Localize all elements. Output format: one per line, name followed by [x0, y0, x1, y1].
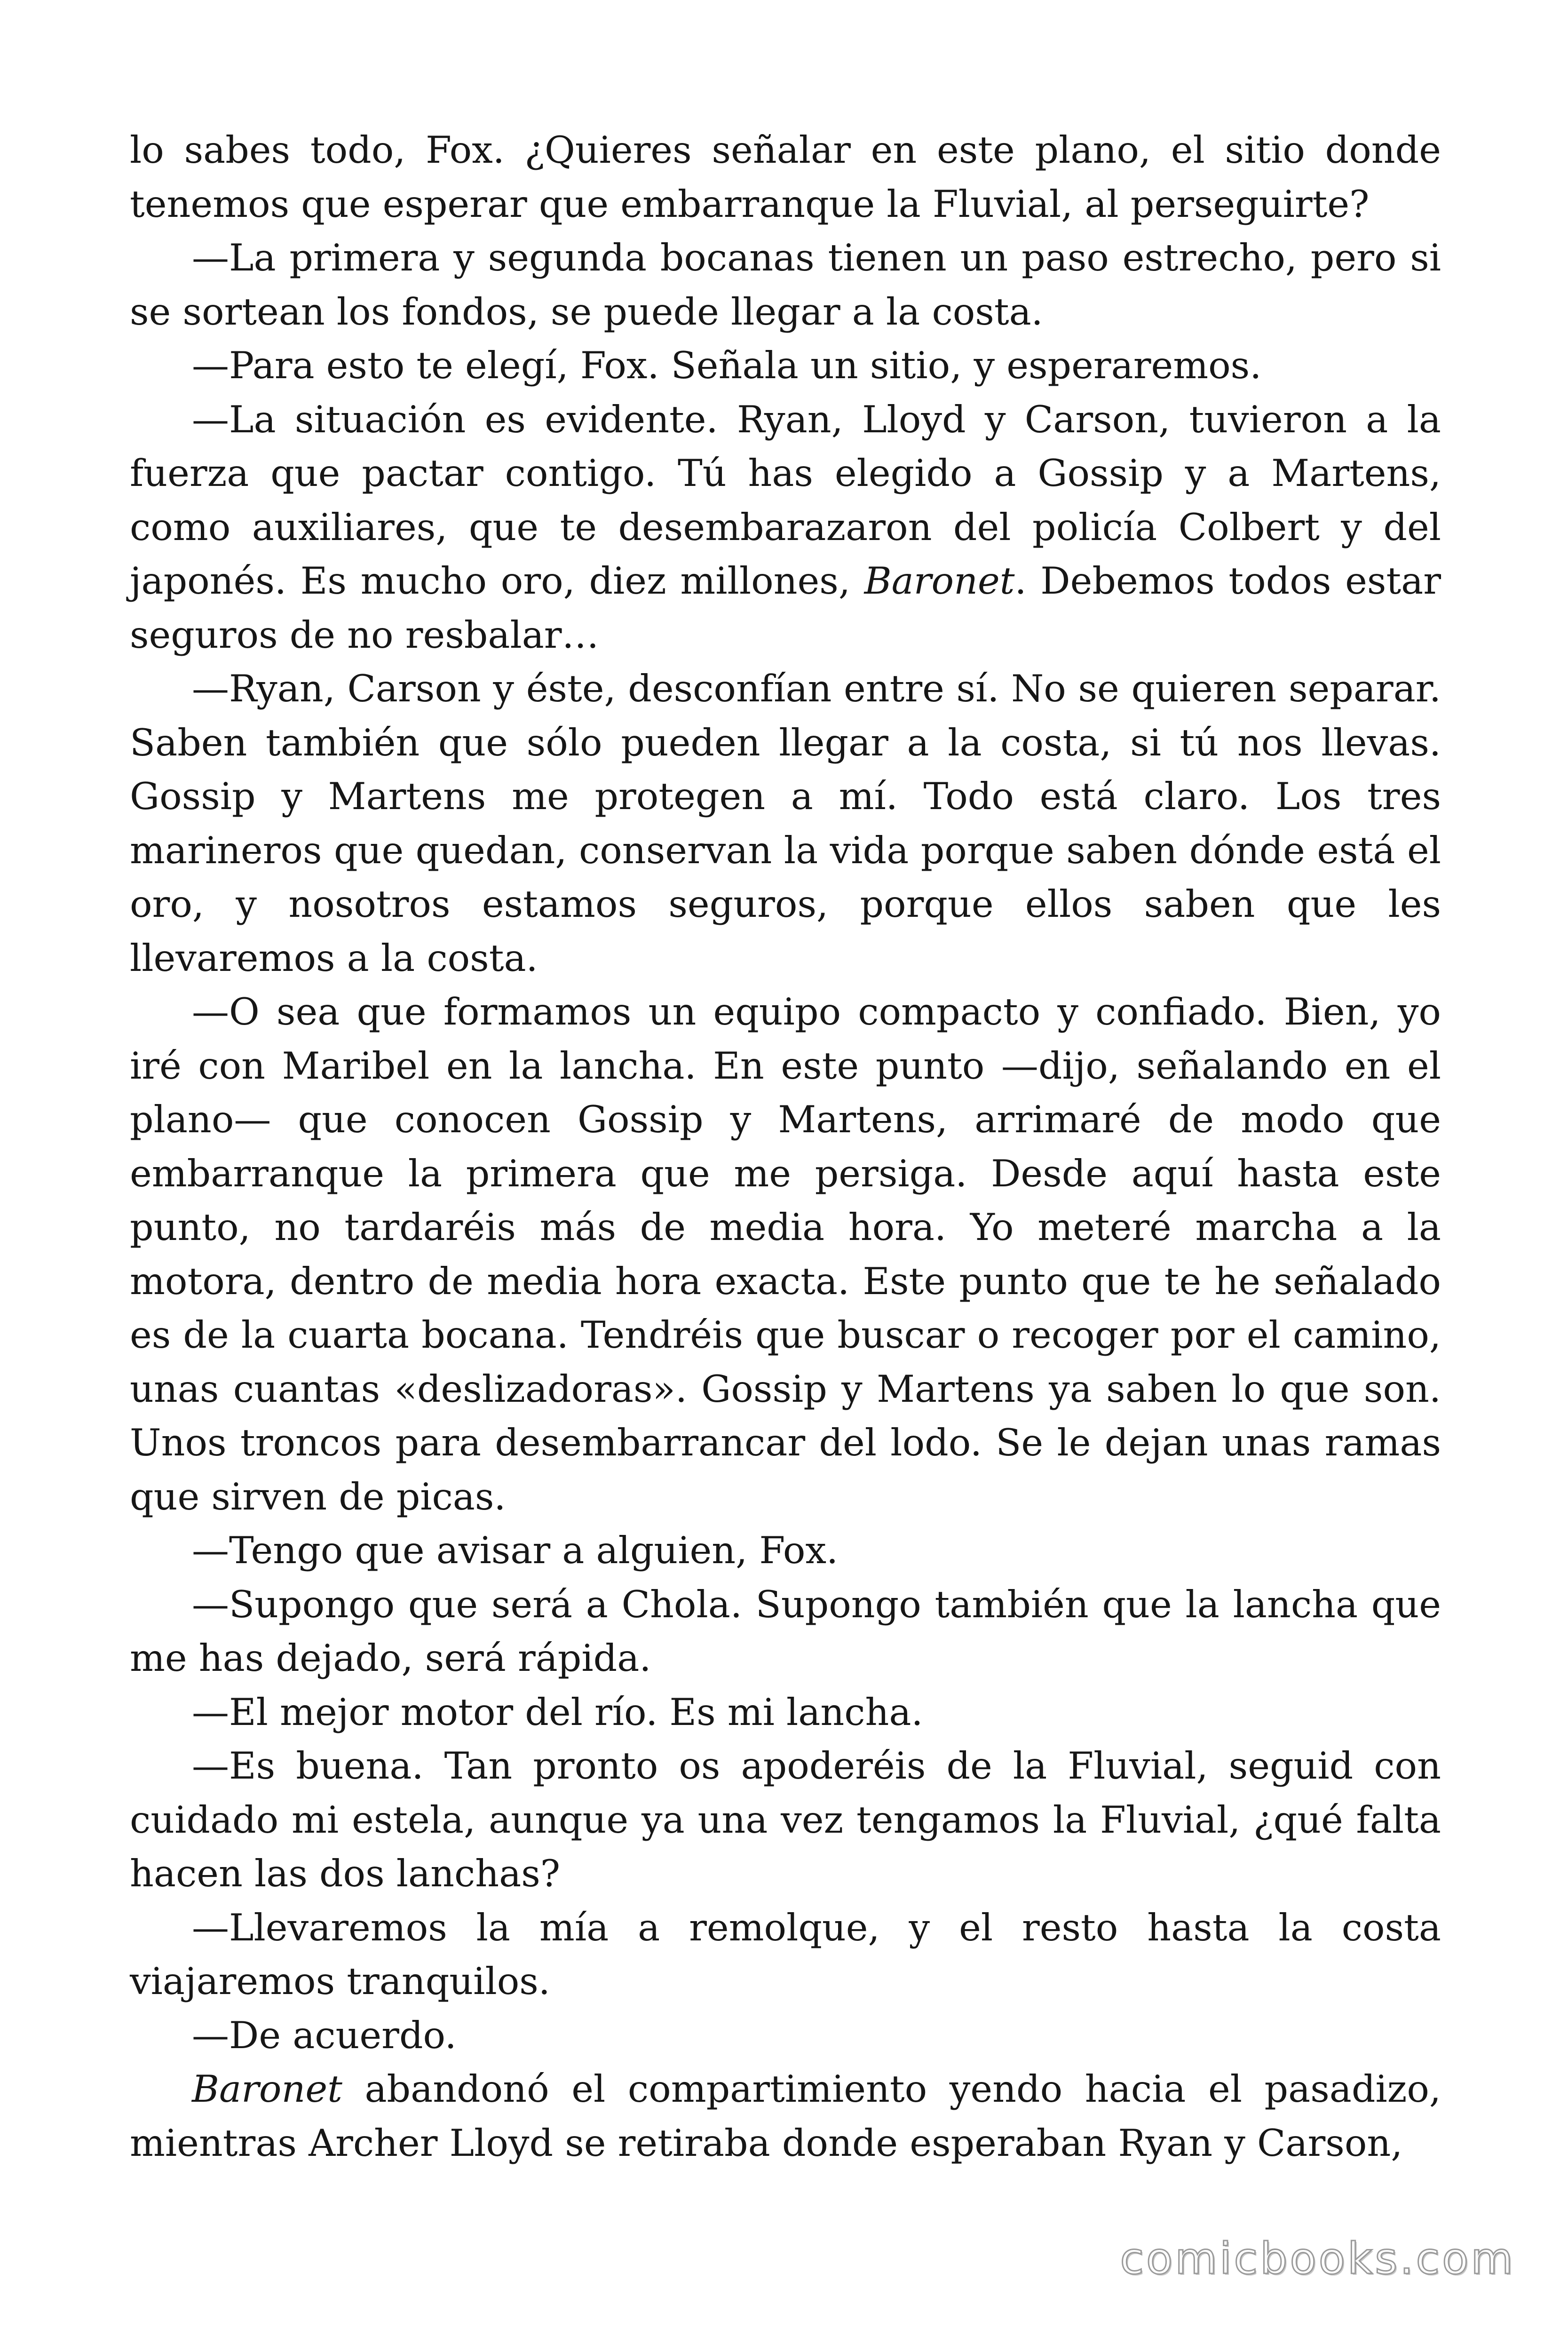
text-run: —Ryan, Carson y éste, desconfían entre sí. No se quieren separar. Saben también que sólo pueden llegar a la costa, si tú nos llevas. Gossip y Martens me protegen a mí. Todo está claro. Los tres marineros que quedan, conservan la vida porque saben dónde está el oro, y nosotros estamos seguros, porque ellos saben que les llevaremos a la costa.	[130, 667, 1441, 980]
paragraph	[130, 2009, 1441, 2063]
paragraph	[130, 339, 1441, 393]
text-run: —Para esto te elegí, Fox. Señala un sitio, y esperaremos.	[192, 344, 1262, 387]
page-body-text	[130, 123, 1441, 2170]
text-run: —El mejor motor del río. Es mi lancha.	[192, 1690, 923, 1734]
text-run: lo sabes todo, Fox. ¿Quieres señalar en este plano, el sitio donde tenemos que esperar que embarranque la Fluvial, al perseguirte?	[130, 128, 1441, 226]
paragraph	[130, 1578, 1441, 1685]
text-run: . Debemos todos estar seguros de no resbalar…	[130, 559, 1441, 657]
paragraph	[130, 1739, 1441, 1901]
italic-text: Baronet	[864, 559, 1015, 603]
text-run: —La situación es evidente. Ryan, Lloyd y Carson, tuvieron a la fuerza que pactar contigo. Tú has elegido a Gossip y a Martens, como auxiliares, que te desembarazaron del policía Colbert y del japonés. Es mucho oro, diez millones,	[130, 397, 1441, 603]
text-run: —De acuerdo.	[192, 2013, 457, 2057]
paragraph	[130, 1524, 1441, 1578]
paragraph	[130, 662, 1441, 985]
paragraph	[130, 1901, 1441, 2009]
paragraph	[130, 2062, 1441, 2170]
text-run: —O sea que formamos un equipo compacto y confiado. Bien, yo iré con Maribel en la lancha. En este punto —dijo, señalando en el plano— que conocen Gossip y Martens, arrimaré de modo que embarranque la primera que me persiga. Desde aquí hasta este punto, no tardaréis más de media hora. Yo meteré marcha a la motora, dentro de media hora exacta. Este punto que te he señalado es de la cuarta bocana. Tendréis que buscar o recoger por el camino, unas cuantas «deslizadoras». Gossip y Martens ya saben lo que son. Unos troncos para desembarrancar del lodo. Se le dejan unas ramas que sirven de picas.	[130, 990, 1441, 1518]
text-run: —Supongo que será a Chola. Supongo también que la lancha que me has dejado, será rápida.	[130, 1582, 1441, 1680]
text-run: —Es buena. Tan pronto os apoderéis de la Fluvial, seguid con cuidado mi estela, aunque ya una vez tengamos la Fluvial, ¿qué falta hacen las dos lanchas?	[130, 1744, 1441, 1895]
paragraph	[130, 123, 1441, 231]
text-run: —Tengo que avisar a alguien, Fox.	[192, 1529, 839, 1572]
italic-text: Baronet	[192, 2067, 342, 2111]
text-run: abandonó el compartimiento yendo hacia el pasadizo, mientras Archer Lloyd se retiraba donde esperaban Ryan y Carson,	[130, 2067, 1441, 2165]
paragraph	[130, 393, 1441, 662]
text-run: —La primera y segunda bocanas tienen un paso estrecho, pero si se sortean los fondos, se puede llegar a la costa.	[130, 236, 1441, 334]
paragraph	[130, 231, 1441, 339]
text-run: —Llevaremos la mía a remolque, y el resto hasta la costa viajaremos tranquilos.	[130, 1906, 1441, 2003]
paragraph	[130, 985, 1441, 1524]
paragraph	[130, 1685, 1441, 1740]
watermark-logo: comicbooks.com	[1120, 2233, 1515, 2284]
